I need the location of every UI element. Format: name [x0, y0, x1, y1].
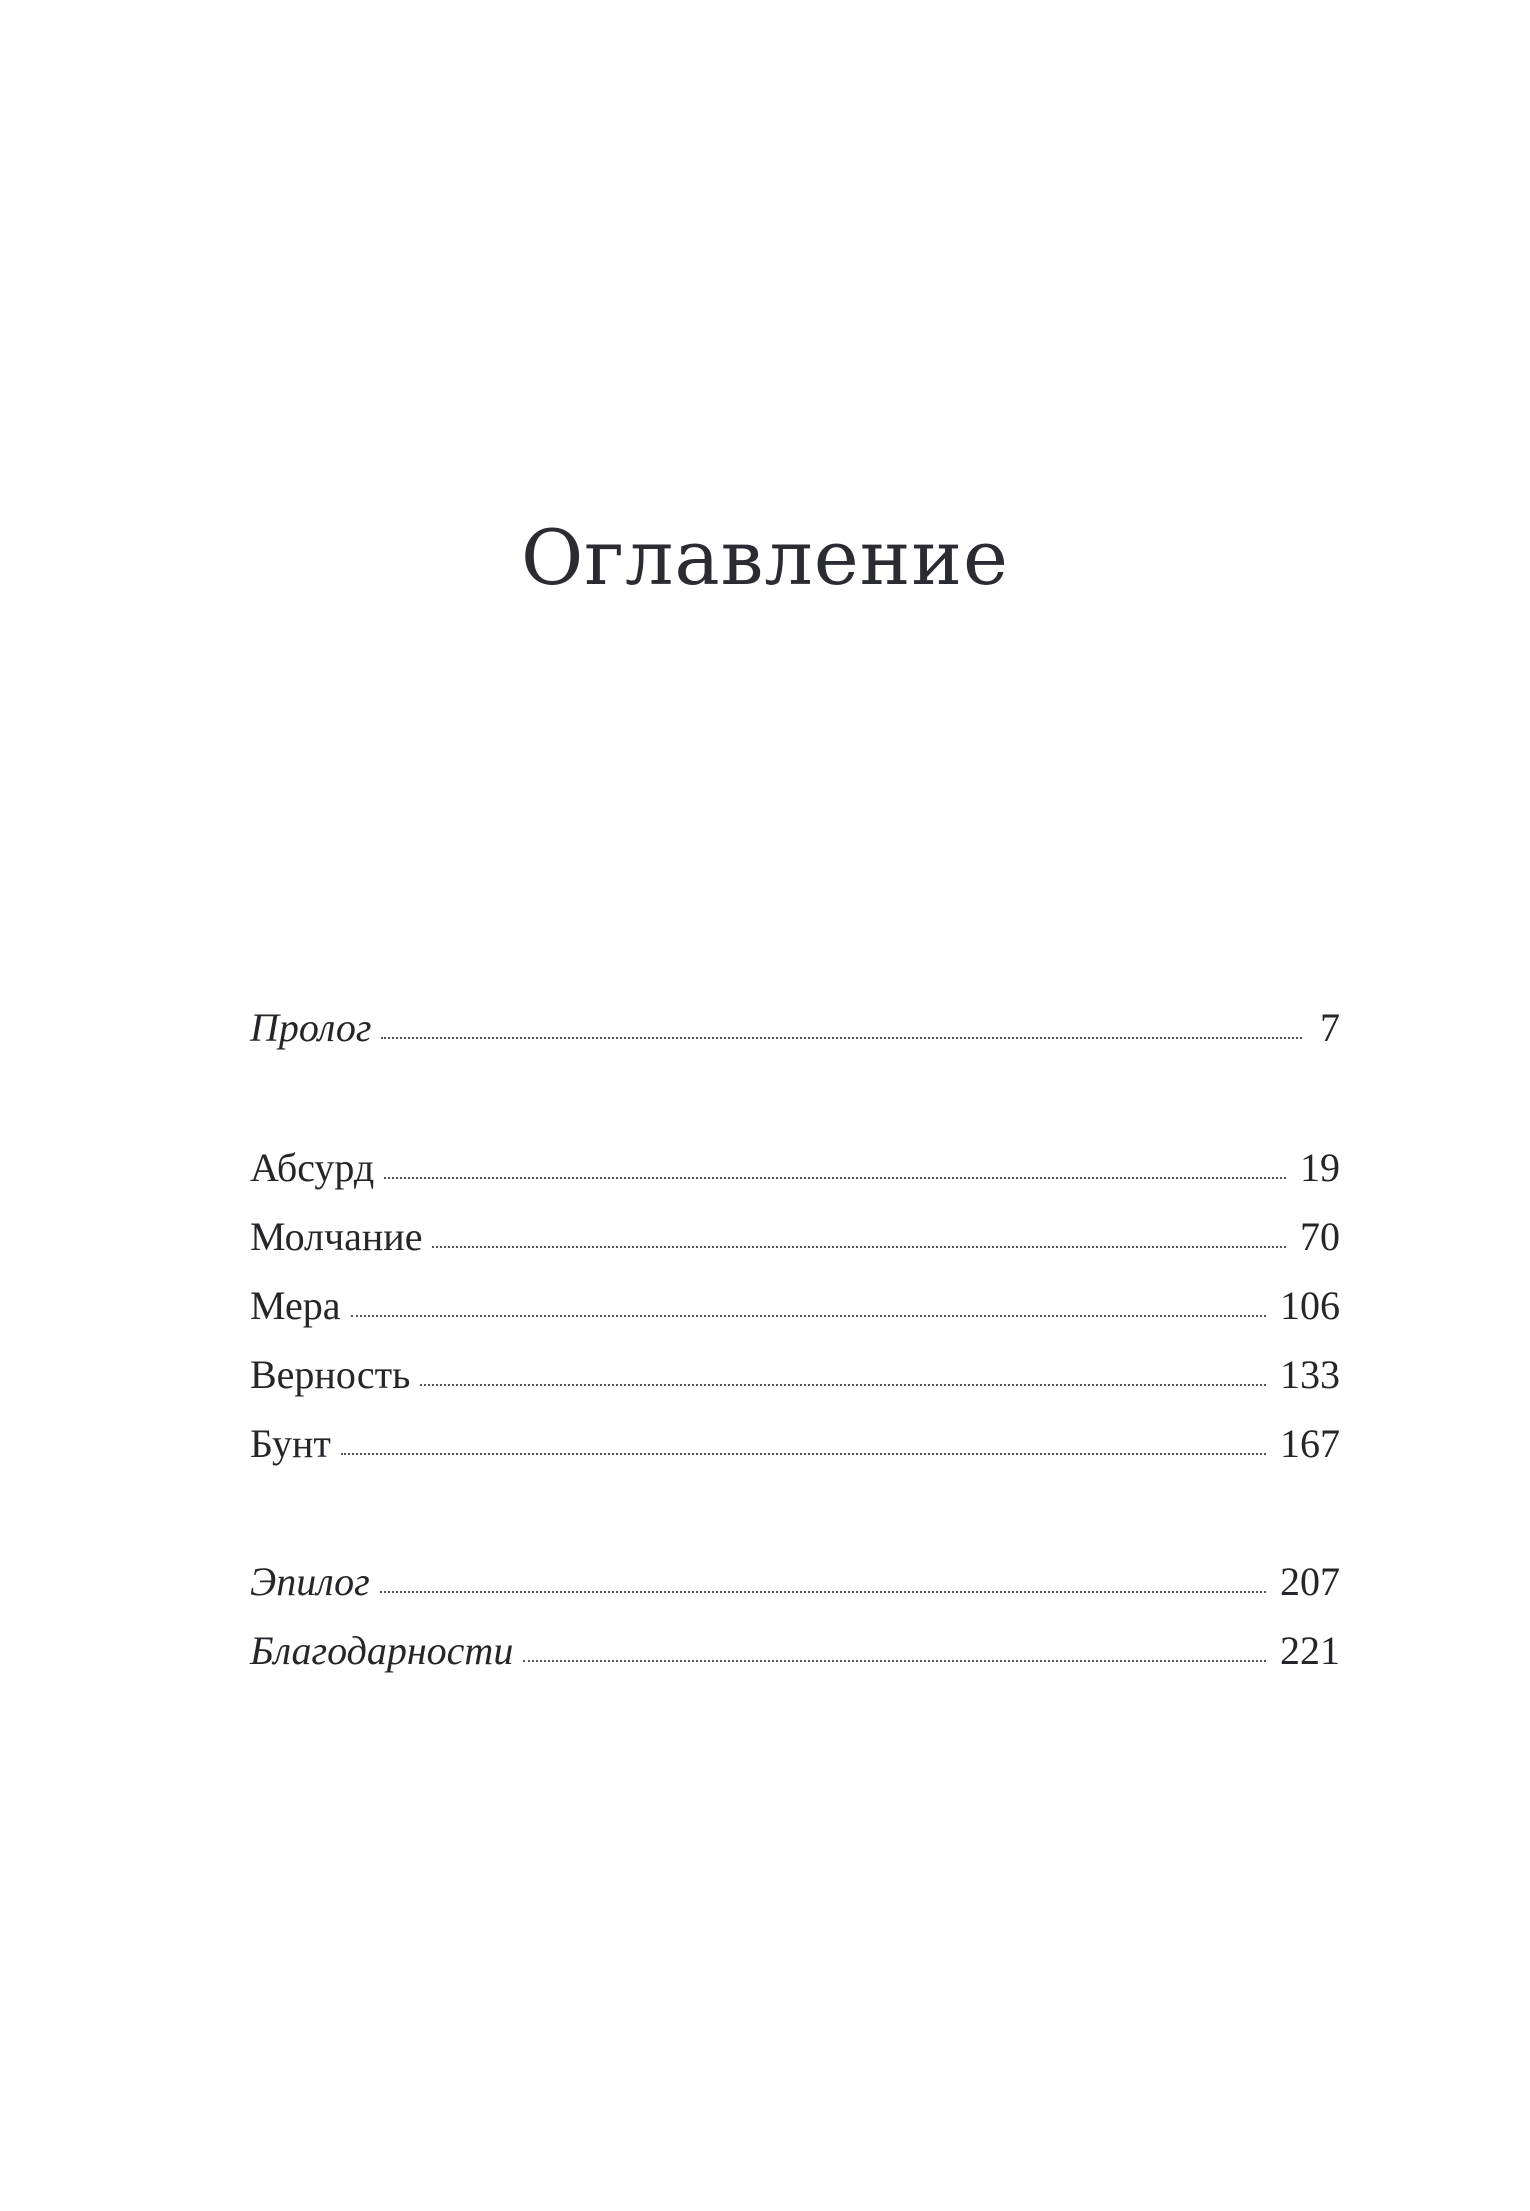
toc-entry-page-number: 167	[1280, 1421, 1340, 1466]
toc-entry-fidelity[interactable]	[250, 1347, 1340, 1403]
dot-leader	[432, 1246, 1286, 1248]
toc-entry-acknowledgements[interactable]	[250, 1623, 1340, 1679]
toc-entry-page-number: 133	[1280, 1352, 1340, 1397]
toc-entry-label: Эпилог	[250, 1559, 370, 1604]
dot-leader	[380, 1591, 1266, 1593]
toc-entry-label: Мера	[250, 1283, 341, 1328]
toc-entry-prologue[interactable]	[250, 1000, 1340, 1056]
toc-entry-page-number: 106	[1280, 1283, 1340, 1328]
toc-entry-measure[interactable]	[250, 1278, 1340, 1334]
toc-entry-silence[interactable]	[250, 1209, 1340, 1265]
page-title: Оглавление	[520, 513, 1010, 602]
dot-leader	[351, 1315, 1266, 1317]
dot-leader	[384, 1177, 1286, 1179]
toc-entry-label: Верность	[250, 1352, 411, 1397]
toc-entry-label: Благодарности	[250, 1628, 514, 1673]
dot-leader	[420, 1384, 1266, 1386]
toc-entry-label: Молчание	[250, 1214, 423, 1259]
toc-entry-revolt[interactable]	[250, 1416, 1340, 1472]
toc-entry-absurd[interactable]	[250, 1140, 1340, 1196]
dot-leader	[381, 1037, 1302, 1039]
toc-entry-page-number: 70	[1300, 1214, 1340, 1259]
toc-entry-label: Бунт	[250, 1421, 331, 1466]
toc-entry-epilogue[interactable]	[250, 1554, 1340, 1610]
toc-entry-page-number: 221	[1280, 1628, 1340, 1673]
dot-leader	[341, 1453, 1266, 1455]
toc-entry-label: Пролог	[250, 1005, 372, 1050]
toc-entry-label: Абсурд	[250, 1145, 375, 1190]
toc-entry-page-number: 7	[1320, 1005, 1340, 1050]
toc-entry-page-number: 19	[1300, 1145, 1340, 1190]
toc-entry-page-number: 207	[1280, 1559, 1340, 1604]
table-of-contents	[250, 0, 1340, 2211]
dot-leader	[523, 1660, 1266, 1662]
